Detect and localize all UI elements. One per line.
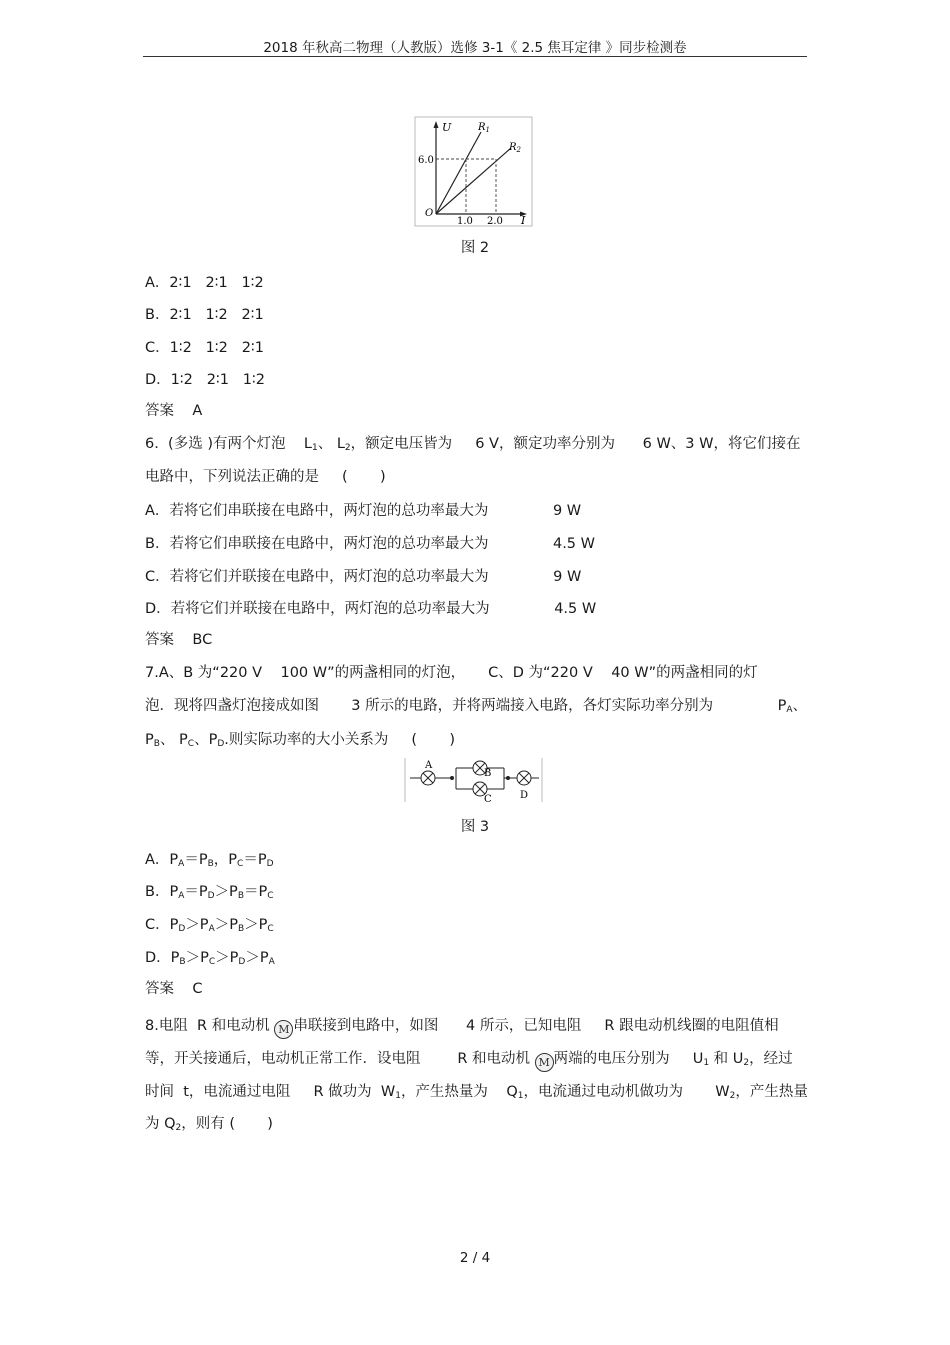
- q6-answer: 答案 BC: [145, 632, 213, 648]
- q7-answer: 答案 C: [145, 981, 203, 997]
- header-rule: [143, 56, 807, 57]
- u-label: U: [442, 121, 452, 134]
- r2-label: $R_2$: [509, 142, 521, 154]
- q5-option-d: D．1∶2 2∶1 1∶2: [145, 372, 265, 388]
- page-number: 2 / 4: [459, 1250, 491, 1266]
- motor-icon: M: [535, 1053, 554, 1072]
- r1-label: $R_1$: [478, 122, 490, 134]
- q7-option-a: A．$P_A=P_B$，$P_C=P_D$: [145, 852, 274, 869]
- node-left: [450, 776, 454, 780]
- lamp-d: [517, 771, 531, 785]
- figure-2-caption: 图 2: [460, 240, 490, 256]
- lamp-a: [421, 771, 435, 785]
- x-tick-2: 2.0: [487, 216, 503, 227]
- q8-stem-line-4: 为 $Q_2$，则有 ( ): [145, 1116, 273, 1133]
- q7-stem-line-2: 泡．现将四盏灯泡接成如图 3 所示的电路，并将两端接入电路，各灯实际功率分别为 $P_A$、: [145, 698, 808, 715]
- q8-stem-line-1: 8.电阻 R 和电动机 M 串联接到电路中，如图 4 所示，已知电阻 R 跟电动机线圈的电阻值相: [145, 1014, 779, 1039]
- origin-label: O: [425, 208, 434, 219]
- lamp-a-label: A: [425, 760, 433, 771]
- lamp-c-label: C: [484, 794, 492, 804]
- page-header: 2018 年秋高二物理（人教版）选修 3-1《 2.5 焦耳定律 》同步检测卷: [263, 40, 687, 56]
- i-label: I: [521, 214, 526, 227]
- q7-option-b: B．$P_A=P_D>P_B=P_C$: [145, 884, 274, 901]
- y-tick-6: 6.0: [418, 155, 434, 166]
- q5-option-b: B．2∶1 1∶2 2∶1: [145, 307, 264, 323]
- q6-stem-line-2: 电路中，下列说法正确的是 ( ): [145, 469, 386, 485]
- q8-stem-line-3: 时间 t，电流通过电阻 R 做功为 $W_1$，产生热量为 $Q_1$，电流通过电动机做功为 $W_2$，产生热量: [145, 1084, 808, 1101]
- q6-option-c: C．若将它们并联接在电路中，两灯泡的总功率最大为 9 W: [145, 569, 582, 585]
- q6-option-a: A．若将它们串联接在电路中，两灯泡的总功率最大为 9 W: [145, 503, 582, 519]
- motor-icon: M: [274, 1020, 293, 1039]
- figure-3-circuit: [404, 756, 544, 804]
- q8-stem-line-2: 等，开关接通后，电动机正常工作．设电阻 R 和电动机 M 两端的电压分别为 $U_1$ 和 $U_2$，经过: [145, 1047, 793, 1072]
- node-right: [506, 776, 510, 780]
- x-tick-1: 1.0: [457, 216, 473, 227]
- q7-option-d: D．$P_B>P_C>P_D>P_A$: [145, 950, 275, 967]
- q7-stem-line-1: 7.A、B 为“220 V 100 W”的两盏相同的灯泡， C、D 为“220 V 40 W”的两盏相同的灯: [145, 665, 758, 681]
- q5-option-c: C．1∶2 1∶2 2∶1: [145, 340, 264, 356]
- q6-option-d: D．若将它们并联接在电路中，两灯泡的总功率最大为 4.5 W: [145, 601, 597, 617]
- q7-stem-line-3: $P_B$、 $P_C$、$P_D$.则实际功率的大小关系为 ( ): [145, 732, 456, 749]
- q5-option-a: A．2∶1 2∶1 1∶2: [145, 275, 264, 291]
- figure-2-ui-graph: [414, 116, 534, 228]
- lamp-b-label: B: [484, 768, 492, 779]
- figure-3-caption: 图 3: [460, 819, 490, 835]
- lamp-d-label: D: [520, 790, 529, 801]
- q5-answer: 答案 A: [145, 403, 203, 419]
- q6-option-b: B．若将它们串联接在电路中，两灯泡的总功率最大为 4.5 W: [145, 536, 595, 552]
- q6-stem-line-1: 6. (多选 )有两个灯泡 $L_1$、 $L_2$，额定电压皆为 6 V，额定功率分别为 6 W、3 W，将它们接在: [145, 436, 801, 453]
- q7-option-c: C．$P_D>P_A>P_B>P_C$: [145, 917, 274, 934]
